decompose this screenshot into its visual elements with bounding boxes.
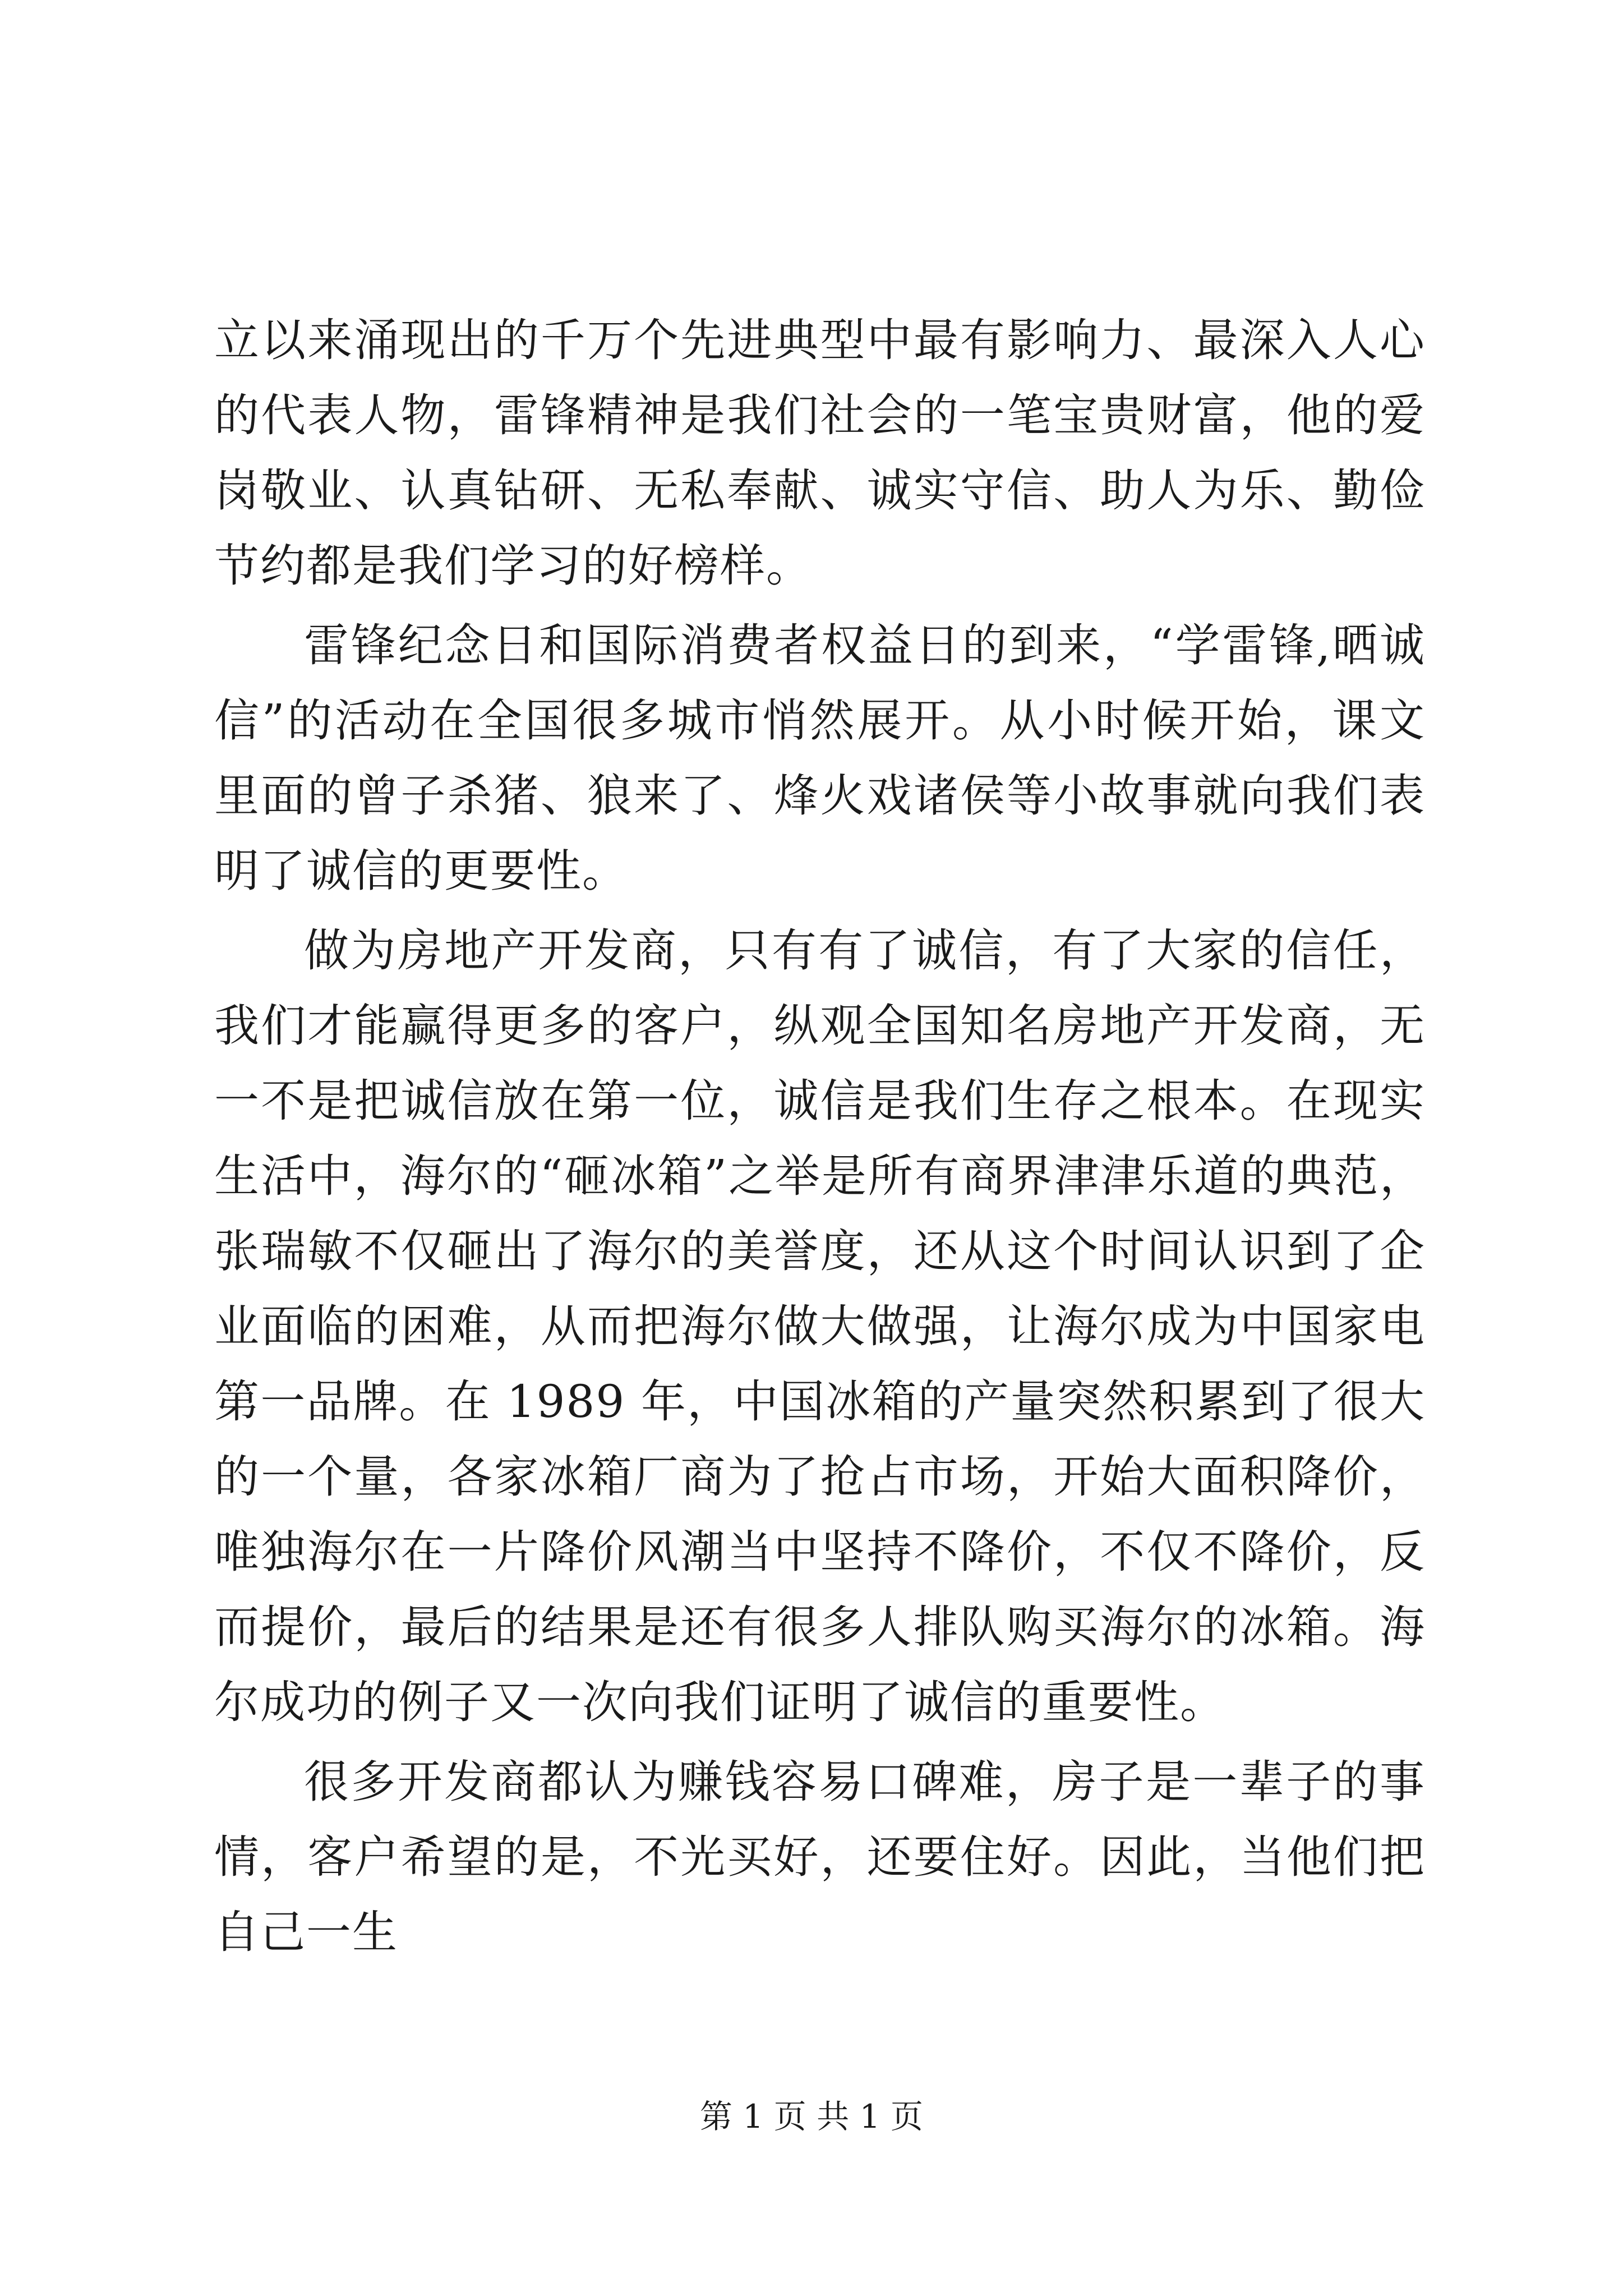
paragraph: 很多开发商都认为赚钱容易口碑难，房子是一辈子的事情，客户希望的是，不光买好，还要住好。因此，当他们把自己一生 (214, 1756, 1426, 1958)
paragraph: 立以来涌现出的千万个先进典型中最有影响力、最深入人心的代表人物，雷锋精神是我们社会的一笔宝贵财富，他的爱岗敬业、认真钻研、无私奉献、诚实守信、助人为乐、勤俭节约都是我们学习的好榜样。 (214, 314, 1426, 592)
body-text (214, 303, 1426, 1970)
page-footer: 第 1 页 共 1 页 (700, 2097, 923, 2136)
paragraph: 做为房地产开发商，只有有了诚信，有了大家的信任，我们才能赢得更多的客户，纵观全国知名房地产开发商，无一不是把诚信放在第一位，诚信是我们生存之根本。在现实生活中，海尔的“砸冰箱”之举是所有商界津津乐道的典范，张瑞敏不仅砸出了海尔的美誉度，还从这个时间认识到了企业面临的困难，从而把海尔做大做强，让海尔成为中国家电第一品牌。在 1989 年，中国冰箱的产量突然积累到了很大的一个量，各家冰箱厂商为了抢占市场，开始大面积降价，唯独海尔在一片降价风潮当中坚持不降价，不仅不降价，反而提价，最后的结果是还有很多人排队购买海尔的冰箱。海尔成功的例子又一次向我们证明了诚信的重要性。 (214, 924, 1426, 1728)
paragraph: 雷锋纪念日和国际消费者权益日的到来，“学雷锋,晒诚信”的活动在全国很多城市悄然展开。从小时候开始，课文里面的曾子杀猪、狼来了、烽火戏诸侯等小故事就向我们表明了诚信的更要性。 (214, 619, 1426, 897)
